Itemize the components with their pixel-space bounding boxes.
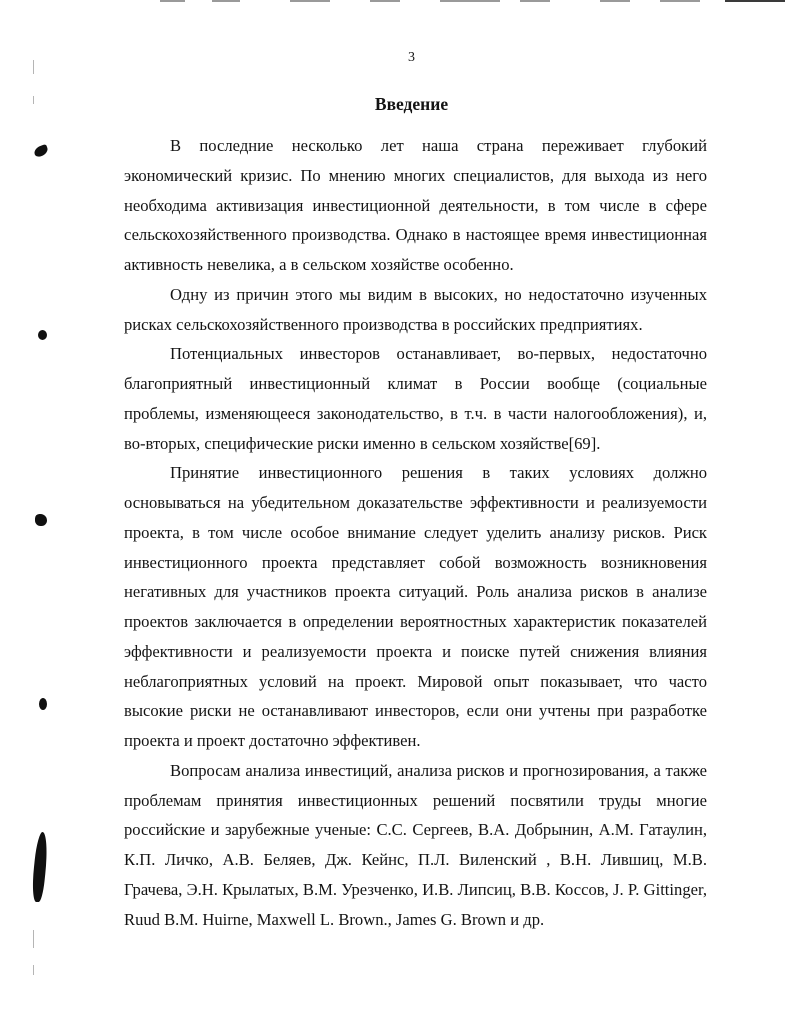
scan-line	[160, 0, 185, 2]
body-text	[124, 131, 707, 934]
paragraph: Одну из причин этого мы видим в высоких, но недостаточно изученных рисках сельскохозяйственного производства в российских предприятиях.	[124, 284, 707, 334]
paragraph: Принятие инвестиционного решения в таких условиях должно основываться на убедительном доказательстве эффективности и реализуемости проекта, в том числе особое внимание следует уделить анализу рисков. Риск инвестиционного проекта представляет собой возможность возникновения негативных для участников проекта ситуаций. Роль анализа рисков в анализе проектов заключается в определении вероятностных характеристик показателей эффективности и реализуемости проекта и поиске путей снижения влияния неблагоприятных условий на проект. Мировой опыт показывает, что часто высокие риски не останавливают инвесторов, если они учтены при разработке проекта и проект достаточно эффективен.	[124, 463, 707, 750]
page-number: 3	[408, 50, 415, 65]
punch-hole-mark	[35, 514, 47, 526]
edge-mark	[33, 930, 34, 948]
scan-line	[212, 0, 240, 2]
punch-hole-mark	[39, 698, 47, 710]
scan-line	[520, 0, 550, 2]
scan-line	[440, 0, 500, 2]
scan-line	[370, 0, 400, 2]
page-title: Введение	[374, 94, 449, 114]
scan-line	[600, 0, 630, 2]
scan-line	[725, 0, 785, 2]
paragraph: Вопросам анализа инвестиций, анализа рисков и прогнозирования, а также проблемам принятия инвестиционных решений посвятили труды многие российские и зарубежные ученые: С.С. Сергеев, В.А. Добрынин, А.М. Гатаулин, К.П. Личко, А.В. Беляев, Дж. Кейнс, П.Л. Виленский , В.Н. Лившиц, М.В. Грачева, Э.Н. Крылатых, В.М. Урезченко, И.В. Липсиц, В.В. Коссов, J. P. Gittinger, Ruud B.M. Huirne, Maxwell L. Brown., James G. Brown и др.	[124, 760, 707, 929]
binding-mark	[30, 832, 49, 902]
paragraph: Потенциальных инвесторов останавливает, во-первых, недостаточно благоприятный инвестиционный климат в России вообще (социальные проблемы, изменяющееся законодательство, в т.ч. в части налогообложения), и, во-вторых, специфические риски именно в сельском хозяйстве[69].	[124, 344, 707, 453]
edge-mark	[33, 965, 34, 975]
punch-hole-mark	[33, 144, 50, 158]
scan-line	[290, 0, 330, 2]
scan-line	[660, 0, 700, 2]
punch-hole-mark	[38, 330, 47, 340]
paragraph: В последние несколько лет наша страна переживает глубокий экономический кризис. По мнению многих специалистов, для выхода из него необходима активизация инвестиционной деятельности, в том числе в сфере сельскохозяйственного производства. Однако в настоящее время инвестиционная активность невелика, а в сельском хозяйстве особенно.	[124, 136, 707, 274]
